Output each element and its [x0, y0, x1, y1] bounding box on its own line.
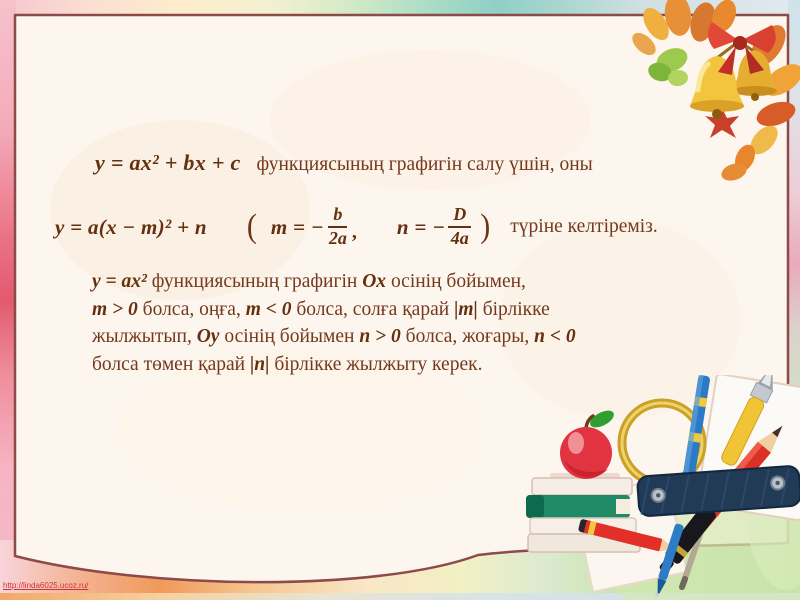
math-fragment: n < 0 [534, 326, 576, 347]
explanation-paragraph [92, 268, 657, 378]
row1-text: функциясының графигін салу үшін, оны [256, 154, 593, 175]
math-fragment: m < 0 [245, 298, 292, 320]
n-equals: n = − [396, 214, 446, 239]
fraction-b-over-2a [327, 205, 349, 249]
math-fragment: Oy [196, 326, 220, 347]
text-fragment: бірлікке жылжыту керек. [269, 353, 483, 375]
math-fragment: m > 0 [92, 298, 138, 320]
text-fragment: болса, жоғары, [400, 326, 535, 347]
formula-row-2 [55, 198, 658, 256]
fraction-numerator: b [328, 205, 347, 228]
math-fragment: Ox [362, 271, 387, 292]
paragraph-line-1 [92, 268, 657, 296]
apple-icon [560, 407, 617, 479]
watermark-link[interactable]: http://linda6025.ucoz.ru/ [3, 581, 89, 590]
fraction-numerator: D [448, 205, 471, 228]
close-paren: ) [480, 207, 491, 245]
text-fragment: функциясының графигін [146, 271, 363, 292]
school-supplies-image [520, 375, 800, 600]
math-fragment: n > 0 [359, 326, 401, 347]
quadratic-formula: y = ax² + bx + c [95, 150, 241, 175]
row2-text: түріне келтіреміз. [510, 216, 658, 237]
paragraph-line-3 [92, 323, 657, 351]
fraction-D-over-4a [448, 205, 471, 249]
m-equals: m = − [270, 214, 324, 239]
math-fragment: |m| [454, 298, 478, 320]
formula-row-1 [95, 150, 593, 176]
open-paren: ( [246, 207, 257, 245]
text-fragment: болса, оңға, [137, 298, 246, 320]
paragraph-line-2 [92, 296, 657, 324]
fraction-denominator: 2a [328, 228, 347, 248]
text-fragment: болса төмен қарай [92, 353, 250, 375]
paragraph-line-4 [92, 351, 657, 379]
text-fragment: бірлікке [477, 298, 550, 320]
vertex-form-formula: y = a(x − m)² + n [55, 214, 207, 239]
math-fragment: |n| [250, 353, 270, 375]
text-fragment: жылжытып, [92, 326, 197, 347]
autumn-decoration-image [618, 0, 800, 208]
math-fragment: y = ax² [92, 271, 147, 292]
fraction-denominator: 4a [450, 228, 469, 248]
text-fragment: болса, солға қарай [291, 298, 455, 320]
text-fragment: осінің бойымен, [386, 271, 526, 292]
text-fragment: осінің бойымен [219, 326, 360, 347]
comma: , [351, 221, 357, 243]
